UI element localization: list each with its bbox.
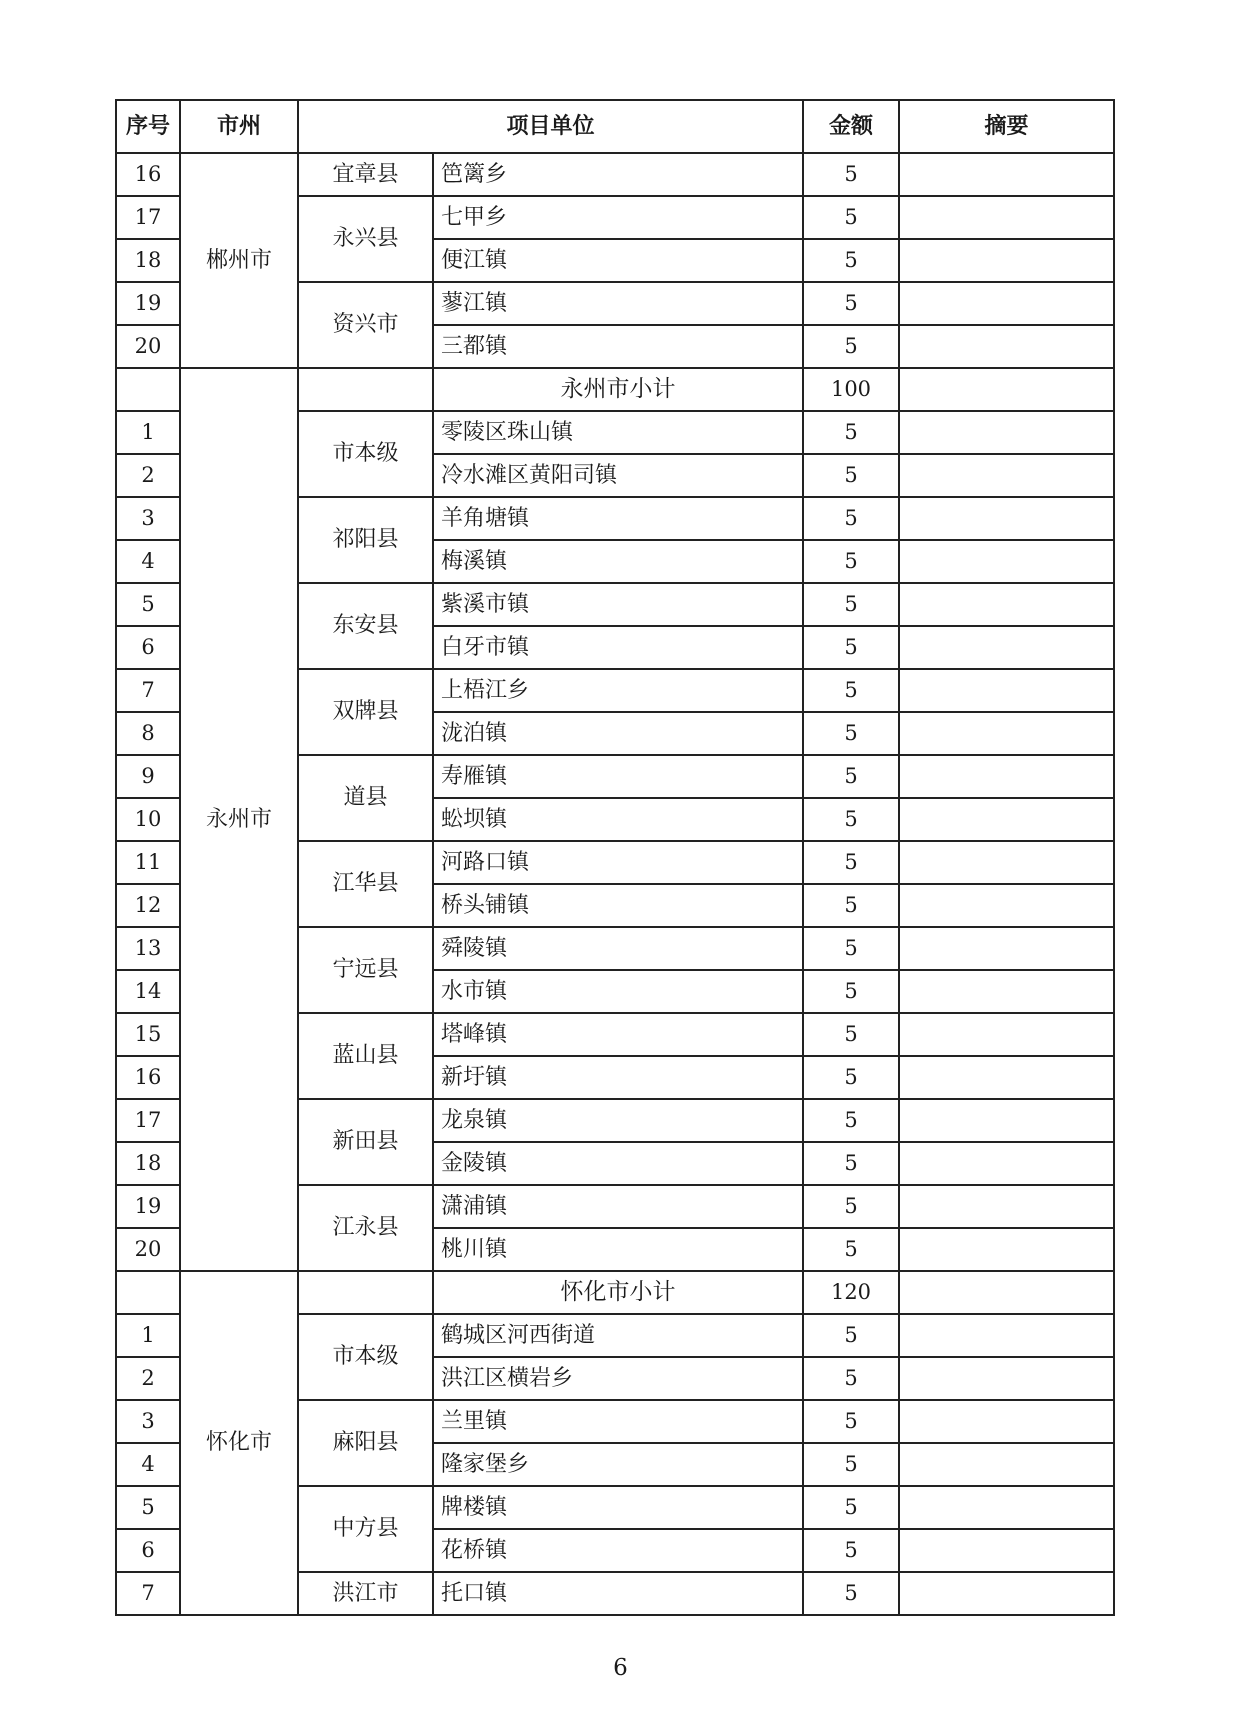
summary-cell — [899, 1099, 1114, 1142]
county-cell: 江华县 — [298, 841, 433, 927]
index-cell: 18 — [116, 1142, 180, 1185]
city-cell: 永州市 — [180, 368, 298, 1271]
index-cell: 1 — [116, 411, 180, 454]
amount-cell: 5 — [803, 583, 899, 626]
index-cell: 14 — [116, 970, 180, 1013]
amount-cell: 5 — [803, 282, 899, 325]
unit-cell: 河路口镇 — [433, 841, 803, 884]
amount-cell: 5 — [803, 884, 899, 927]
index-cell: 16 — [116, 1056, 180, 1099]
amount-cell: 5 — [803, 1228, 899, 1271]
summary-cell — [899, 540, 1114, 583]
summary-cell — [899, 368, 1114, 411]
index-cell: 6 — [116, 626, 180, 669]
summary-cell — [899, 1185, 1114, 1228]
amount-cell: 5 — [803, 1099, 899, 1142]
county-cell: 双牌县 — [298, 669, 433, 755]
unit-cell: 金陵镇 — [433, 1142, 803, 1185]
unit-cell: 花桥镇 — [433, 1529, 803, 1572]
index-cell: 20 — [116, 325, 180, 368]
county-cell: 麻阳县 — [298, 1400, 433, 1486]
amount-cell: 5 — [803, 411, 899, 454]
table-row — [116, 153, 1114, 196]
county-cell: 资兴市 — [298, 282, 433, 368]
index-cell: 2 — [116, 454, 180, 497]
unit-cell: 零陵区珠山镇 — [433, 411, 803, 454]
index-cell: 12 — [116, 884, 180, 927]
unit-cell: 桃川镇 — [433, 1228, 803, 1271]
index-cell: 4 — [116, 1443, 180, 1486]
county-cell: 蓝山县 — [298, 1013, 433, 1099]
summary-cell — [899, 239, 1114, 282]
unit-cell: 寿雁镇 — [433, 755, 803, 798]
summary-cell — [899, 669, 1114, 712]
unit-cell: 龙泉镇 — [433, 1099, 803, 1142]
county-cell — [298, 368, 433, 411]
summary-cell — [899, 196, 1114, 239]
summary-cell — [899, 970, 1114, 1013]
city-cell: 怀化市 — [180, 1271, 298, 1615]
amount-cell: 5 — [803, 1529, 899, 1572]
county-cell: 中方县 — [298, 1486, 433, 1572]
summary-cell — [899, 1572, 1114, 1615]
amount-cell: 5 — [803, 669, 899, 712]
index-cell: 17 — [116, 1099, 180, 1142]
amount-cell: 120 — [803, 1271, 899, 1314]
summary-cell — [899, 153, 1114, 196]
county-cell: 道县 — [298, 755, 433, 841]
amount-cell: 5 — [803, 454, 899, 497]
unit-cell: 梅溪镇 — [433, 540, 803, 583]
summary-cell — [899, 497, 1114, 540]
index-cell: 3 — [116, 497, 180, 540]
amount-cell: 100 — [803, 368, 899, 411]
summary-cell — [899, 755, 1114, 798]
index-cell: 6 — [116, 1529, 180, 1572]
summary-cell — [899, 927, 1114, 970]
summary-cell — [899, 1400, 1114, 1443]
amount-cell: 5 — [803, 1486, 899, 1529]
allocation-table — [115, 99, 1115, 1616]
index-cell: 9 — [116, 755, 180, 798]
header-row — [116, 100, 1114, 153]
unit-cell: 便江镇 — [433, 239, 803, 282]
summary-cell — [899, 1486, 1114, 1529]
amount-cell: 5 — [803, 497, 899, 540]
unit-cell: 蚣坝镇 — [433, 798, 803, 841]
county-cell: 市本级 — [298, 411, 433, 497]
index-cell — [116, 1271, 180, 1314]
unit-cell: 蓼江镇 — [433, 282, 803, 325]
subtotal-row — [116, 368, 1114, 411]
unit-cell: 三都镇 — [433, 325, 803, 368]
county-cell: 市本级 — [298, 1314, 433, 1400]
summary-cell — [899, 841, 1114, 884]
unit-cell: 白牙市镇 — [433, 626, 803, 669]
summary-cell — [899, 1228, 1114, 1271]
amount-cell: 5 — [803, 841, 899, 884]
unit-cell: 七甲乡 — [433, 196, 803, 239]
unit-cell: 笆篱乡 — [433, 153, 803, 196]
amount-cell: 5 — [803, 798, 899, 841]
subtotal-label: 怀化市小计 — [433, 1271, 803, 1314]
summary-cell — [899, 626, 1114, 669]
summary-cell — [899, 1529, 1114, 1572]
county-cell: 新田县 — [298, 1099, 433, 1185]
index-cell: 11 — [116, 841, 180, 884]
summary-cell — [899, 1314, 1114, 1357]
index-cell: 17 — [116, 196, 180, 239]
amount-cell: 5 — [803, 1013, 899, 1056]
summary-cell — [899, 1056, 1114, 1099]
unit-cell: 隆家堡乡 — [433, 1443, 803, 1486]
amount-cell: 5 — [803, 1400, 899, 1443]
subtotal-row — [116, 1271, 1114, 1314]
header-amount: 金额 — [803, 100, 899, 153]
index-cell: 5 — [116, 1486, 180, 1529]
county-cell: 宁远县 — [298, 927, 433, 1013]
amount-cell: 5 — [803, 755, 899, 798]
unit-cell: 牌楼镇 — [433, 1486, 803, 1529]
index-cell: 15 — [116, 1013, 180, 1056]
summary-cell — [899, 1443, 1114, 1486]
unit-cell: 上梧江乡 — [433, 669, 803, 712]
unit-cell: 泷泊镇 — [433, 712, 803, 755]
index-cell: 10 — [116, 798, 180, 841]
county-cell: 洪江市 — [298, 1572, 433, 1615]
county-cell: 东安县 — [298, 583, 433, 669]
amount-cell: 5 — [803, 540, 899, 583]
amount-cell: 5 — [803, 1443, 899, 1486]
amount-cell: 5 — [803, 1142, 899, 1185]
unit-cell: 鹤城区河西街道 — [433, 1314, 803, 1357]
page-number: 6 — [613, 1655, 628, 1681]
index-cell: 4 — [116, 540, 180, 583]
index-cell: 18 — [116, 239, 180, 282]
index-cell: 13 — [116, 927, 180, 970]
unit-cell: 兰里镇 — [433, 1400, 803, 1443]
city-cell: 郴州市 — [180, 153, 298, 368]
index-cell: 2 — [116, 1357, 180, 1400]
amount-cell: 5 — [803, 196, 899, 239]
unit-cell: 舜陵镇 — [433, 927, 803, 970]
amount-cell: 5 — [803, 1572, 899, 1615]
index-cell: 19 — [116, 1185, 180, 1228]
summary-cell — [899, 798, 1114, 841]
index-cell: 20 — [116, 1228, 180, 1271]
unit-cell: 潇浦镇 — [433, 1185, 803, 1228]
unit-cell: 紫溪市镇 — [433, 583, 803, 626]
summary-cell — [899, 1013, 1114, 1056]
summary-cell — [899, 1142, 1114, 1185]
amount-cell: 5 — [803, 970, 899, 1013]
amount-cell: 5 — [803, 239, 899, 282]
header-summary: 摘要 — [899, 100, 1114, 153]
summary-cell — [899, 1357, 1114, 1400]
county-cell — [298, 1271, 433, 1314]
amount-cell: 5 — [803, 325, 899, 368]
unit-cell: 塔峰镇 — [433, 1013, 803, 1056]
header-project-unit: 项目单位 — [298, 100, 803, 153]
county-cell: 宜章县 — [298, 153, 433, 196]
summary-cell — [899, 1271, 1114, 1314]
amount-cell: 5 — [803, 1056, 899, 1099]
unit-cell: 托口镇 — [433, 1572, 803, 1615]
county-cell: 祁阳县 — [298, 497, 433, 583]
unit-cell: 桥头铺镇 — [433, 884, 803, 927]
summary-cell — [899, 583, 1114, 626]
subtotal-label: 永州市小计 — [433, 368, 803, 411]
table-body — [116, 153, 1114, 1615]
summary-cell — [899, 454, 1114, 497]
index-cell: 19 — [116, 282, 180, 325]
summary-cell — [899, 411, 1114, 454]
amount-cell: 5 — [803, 153, 899, 196]
index-cell: 3 — [116, 1400, 180, 1443]
unit-cell: 洪江区横岩乡 — [433, 1357, 803, 1400]
header-city: 市州 — [180, 100, 298, 153]
index-cell: 16 — [116, 153, 180, 196]
summary-cell — [899, 282, 1114, 325]
amount-cell: 5 — [803, 1357, 899, 1400]
amount-cell: 5 — [803, 712, 899, 755]
index-cell: 8 — [116, 712, 180, 755]
amount-cell: 5 — [803, 626, 899, 669]
index-cell: 5 — [116, 583, 180, 626]
county-cell: 江永县 — [298, 1185, 433, 1271]
summary-cell — [899, 884, 1114, 927]
unit-cell: 羊角塘镇 — [433, 497, 803, 540]
summary-cell — [899, 325, 1114, 368]
header-index: 序号 — [116, 100, 180, 153]
county-cell: 永兴县 — [298, 196, 433, 282]
index-cell — [116, 368, 180, 411]
index-cell: 1 — [116, 1314, 180, 1357]
amount-cell: 5 — [803, 1314, 899, 1357]
amount-cell: 5 — [803, 1185, 899, 1228]
amount-cell: 5 — [803, 927, 899, 970]
unit-cell: 新圩镇 — [433, 1056, 803, 1099]
unit-cell: 水市镇 — [433, 970, 803, 1013]
index-cell: 7 — [116, 1572, 180, 1615]
unit-cell: 冷水滩区黄阳司镇 — [433, 454, 803, 497]
index-cell: 7 — [116, 669, 180, 712]
summary-cell — [899, 712, 1114, 755]
